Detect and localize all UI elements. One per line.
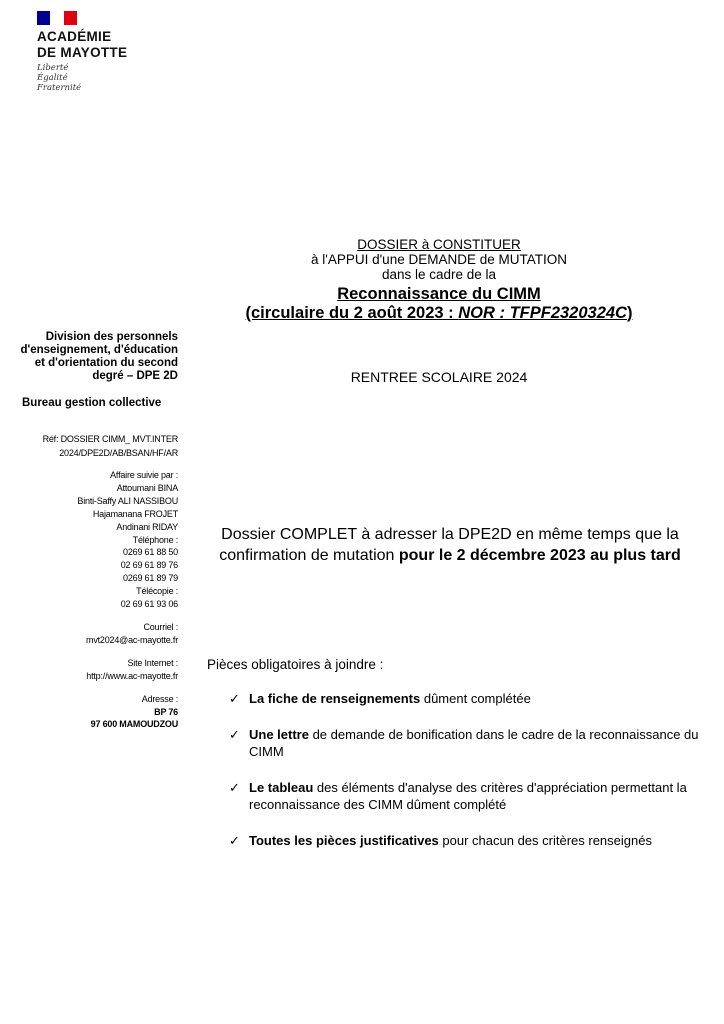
- devise-liberte: Liberté: [37, 63, 69, 73]
- agent-name: Binti-Saffy ALI NASSIBOU: [77, 495, 178, 506]
- division-line: et d'orientation du second: [34, 357, 178, 369]
- circ-nor: NOR : TFPF2320324C: [458, 304, 627, 322]
- address-line: 97 600 MAMOUDZOU: [90, 719, 178, 730]
- list-item-text: [249, 726, 699, 760]
- french-flag-icon: [37, 11, 77, 25]
- division-line: Division des personnels: [45, 331, 178, 343]
- affaire-label: Affaire suivie par :: [110, 470, 178, 480]
- fax-label: Télécopie :: [136, 586, 178, 597]
- document-header: [200, 237, 678, 323]
- division-line: d'enseignement, d'éducation: [20, 344, 178, 356]
- list-item: [229, 779, 699, 813]
- item-bold: Toutes les pièces justificatives: [249, 833, 439, 848]
- check-icon: ✓: [229, 833, 240, 848]
- check-icon: ✓: [229, 727, 240, 742]
- item-rest: pour chacun des critères renseignés: [438, 833, 652, 848]
- circ-prefix: (circulaire du 2 août 2023 :: [245, 304, 459, 322]
- website-label: Site Internet :: [127, 657, 178, 668]
- circ-suffix: ): [626, 304, 633, 322]
- flag-white: [50, 11, 63, 25]
- list-item-text: [249, 690, 531, 707]
- check-icon: ✓: [229, 780, 240, 795]
- telephone-number: 0269 61 89 79: [123, 573, 178, 584]
- header-line1: DOSSIER à CONSTITUER: [357, 237, 521, 252]
- pieces-title: Pièces obligatoires à joindre :: [207, 657, 384, 672]
- list-item-text: [249, 779, 699, 813]
- list-item: [229, 726, 699, 760]
- agent-name: Hajamanana FROJET: [92, 508, 178, 519]
- header-line2: à l'APPUI d'une DEMANDE de MUTATION: [311, 252, 567, 267]
- contacts: [10, 469, 178, 731]
- fax-number: 02 69 61 93 06: [120, 599, 178, 610]
- notice-deadline: pour le 2 décembre 2023 au plus tard: [398, 547, 681, 564]
- notice-text: Dossier COMPLET à adresser la DPE2D en même temps que la confirmation de mutation: [219, 526, 679, 564]
- telephone-label: Téléphone :: [132, 534, 178, 545]
- pieces-list: [229, 690, 699, 849]
- item-bold: Une lettre: [249, 727, 309, 742]
- devise-egalite: Égalité: [37, 73, 68, 83]
- submission-notice: [200, 524, 700, 566]
- academie-name: [37, 29, 147, 61]
- bureau-label: Bureau gestion collective: [22, 397, 162, 409]
- ref-line: Réf: DOSSIER CIMM_ MVT.INTER: [42, 434, 178, 444]
- list-item: [229, 832, 699, 849]
- academie-line2: DE MAYOTTE: [37, 45, 128, 60]
- ref-line: 2024/DPE2D/AB/BSAN/HF/AR: [59, 448, 178, 458]
- reference: [10, 432, 178, 460]
- check-icon: ✓: [229, 691, 240, 706]
- website-link[interactable]: http://www.ac-mayotte.fr: [86, 670, 178, 681]
- item-bold: Le tableau: [249, 780, 314, 795]
- address-line: BP 76: [154, 706, 178, 717]
- academie-logo: [37, 11, 147, 93]
- document-title: Reconnaissance du CIMM: [337, 285, 541, 303]
- email-label: Courriel :: [143, 621, 178, 632]
- telephone-number: 0269 61 88 50: [123, 547, 178, 558]
- flag-blue: [37, 11, 50, 25]
- header-line3: dans le cadre de la: [381, 267, 497, 282]
- division-label: [10, 331, 178, 383]
- devise: [37, 63, 147, 93]
- item-rest: de demande de bonification dans le cadre de la reconnaissance du CIMM: [249, 727, 699, 759]
- telephone-number: 02 69 61 89 76: [120, 560, 178, 571]
- item-rest: des éléments d'analyse des critères d'appréciation permettant la reconnaissance des CIMM dûment complété: [249, 780, 687, 812]
- list-item: [229, 690, 699, 707]
- item-rest: dûment complétée: [420, 691, 531, 706]
- rentree-scolaire: RENTREE SCOLAIRE 2024: [350, 369, 528, 385]
- agent-name: Andinani RIDAY: [116, 521, 178, 532]
- address-label: Adresse :: [141, 693, 178, 704]
- list-item-text: [249, 832, 652, 849]
- item-bold: La fiche de renseignements: [249, 691, 421, 706]
- flag-red: [64, 11, 77, 25]
- circulaire-reference: [200, 304, 678, 323]
- devise-fraternite: Fraternité: [37, 83, 82, 93]
- division-line: degré – DPE 2D: [92, 370, 178, 382]
- email-address[interactable]: mvt2024@ac-mayotte.fr: [86, 634, 178, 645]
- agent-name: Attoumani BINA: [116, 482, 178, 493]
- academie-line1: ACADÉMIE: [37, 29, 112, 44]
